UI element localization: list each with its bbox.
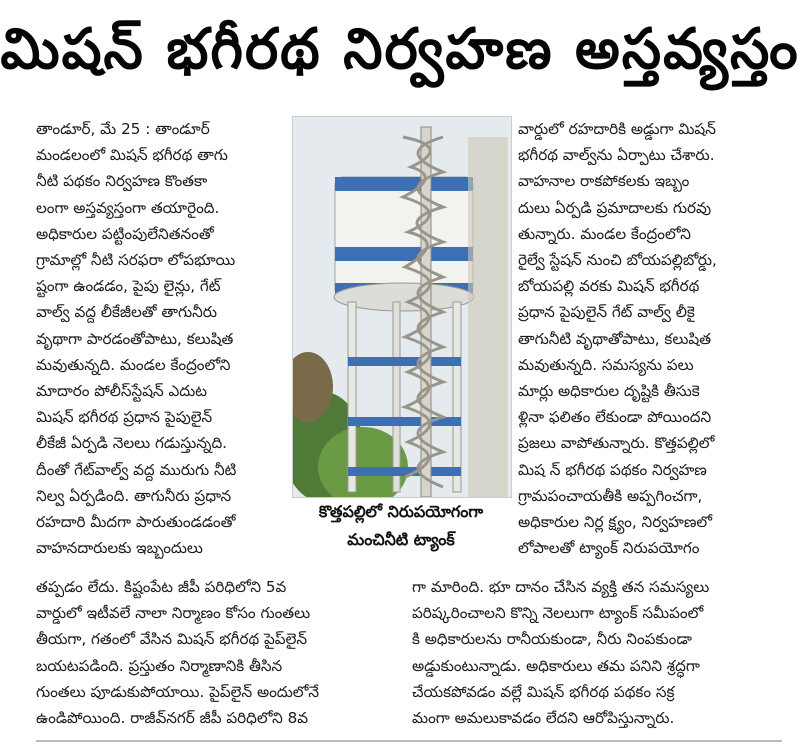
article-line: మిష న్ భగీరథ పథకం నిర్వహణ <box>518 460 707 479</box>
water-tank-illustration <box>293 117 511 497</box>
article-line: అడ్డుకుంటున్నాడు. అధికారులు తమ పనిని శ్రద్ధగా <box>412 656 700 675</box>
article-line: వార్డులో ఇటీవలే నాలా నిర్మాణం కోసం గుంతలు <box>36 604 311 623</box>
article-line: లంగా అస్తవ్యస్తంగా తయారైంది. <box>36 198 220 217</box>
article-line: ళ్లినా ఫలితం లేకుండా పోయిందని <box>518 408 712 427</box>
article-line: గుంతలు పూడుకుపోయాయి. పైప్‌లైన్ అందులోనే <box>36 682 320 701</box>
article-line: పరిష్కరించాలని కొన్ని నెలలుగా ట్యాంక్ సమీపంలో <box>412 604 704 623</box>
article-line: మాదారం పోలీస్‌స్టేషన్ ఎదుట <box>36 382 208 401</box>
caption-line: కొత్తపల్లిలో నిరుపయోగంగా <box>318 502 484 521</box>
article-line: తున్నారు. మండల కేంద్రంలోని <box>518 224 691 243</box>
headline-banner <box>0 0 800 112</box>
article-line: నిల్వ ఏర్పడింది. తాగునీరు ప్రధాన <box>36 486 232 505</box>
page-divider <box>36 740 782 742</box>
article-line: బయటపడింది. ప్రస్తుతం నిర్మాణానికి తీసిన <box>36 656 283 675</box>
article-line: భగీరథ వాల్వ్‌ను ఏర్పాటు చేశారు. <box>518 146 715 165</box>
article-line: తప్పడం లేదు. కిష్టంపేట జీపీ పరిధిలోని 5వ <box>36 578 287 596</box>
article-line: తీయగా, గతంలో వేసిన మిషన్ భగీరథ పైప్‌లైన్ <box>36 630 308 649</box>
article-line: వార్డులో రహదారికి అడ్డుగా మిషన్ <box>518 120 716 138</box>
article-line: చేయకపోవడం వల్లే మిషన్ భగీరథ పథకం సక్ర <box>412 682 675 701</box>
article-line: తాండూర్, మే 25 : తాండూర్ <box>36 120 210 138</box>
article-line: అధికారుల నిర్ల క్ష్యం, నిర్వహణలో <box>518 513 713 532</box>
article-line: తాగునీటి వృథాతోపాటు, కలుషిత <box>518 329 712 348</box>
article-line: నీటి పథకం నిర్వహణ కొంతకా <box>36 172 208 191</box>
article-line: మంగా అమలుకావడం లేదని ఆరోపిస్తున్నారు. <box>412 709 675 728</box>
article-line: గ్రామపంచాయతీకి అప్పగించగా, <box>518 486 703 505</box>
article-line: కి అధికారులను రానీయకుండా, నీరు నింపకుండా <box>412 630 692 649</box>
headline: మిషన్ భగీరథ నిర్వహణ అస్తవ్యస్తం <box>0 16 800 82</box>
article-line: ప్రజలు వాపోతున్నారు. కొత్తపల్లిలో <box>518 434 715 453</box>
article-line: మండలంలో మిషన్ భగీరథ తాగు <box>36 146 228 165</box>
article-line: ఉండిపోయింది. రాజీవ్‌నగర్ జీపీ పరిధిలోని 8వ <box>36 709 309 728</box>
photo-caption <box>292 498 510 558</box>
article-right-column <box>518 116 780 561</box>
article-left-column <box>36 116 286 561</box>
article-line: వాహనాల రాకపోకలకు ఇబ్బం <box>518 172 690 191</box>
article-line: ప్రధాన పైపులైన్ గేట్ వాల్వ్ లీకై <box>518 303 695 322</box>
article-line: లోపాలతో ట్యాంక్ నిరుపయోగం <box>518 539 700 558</box>
article-line: మిషన్ భగీరథ ప్రధాన పైపులైన్ <box>36 408 213 427</box>
article-line: గా మారింది. భూ దానం చేసిన వ్యక్తి తన సమస్యలు <box>412 578 710 596</box>
article-line: లీకేజీ ఏర్పడి నెలలు గడుస్తున్నది. <box>36 434 227 453</box>
article-line: మవుతున్నది. సమస్యను పలు <box>518 355 694 374</box>
article-line: అధికారుల పట్టింపులేనితనంతో <box>36 224 214 243</box>
article-bottom-right <box>412 574 782 731</box>
caption-line: మంచినీటి ట్యాంక్ <box>347 530 455 549</box>
article-line: రహదారి మీదగా పారుతుండడంతో <box>36 513 236 532</box>
article-line: మార్లు అధికారుల దృష్టికి తీసుకె <box>518 382 700 401</box>
article-line: వాల్వ్ వద్ద లీకేజీలతో తాగునీరు <box>36 303 218 322</box>
article-line: మవుతున్నది. మండల కేంద్రంలోని <box>36 355 231 374</box>
article-line: వాహనదారులకు ఇబ్బందులు <box>36 539 203 558</box>
article-line: బోయపల్లి వరకు మిషన్ భగీరథ <box>518 277 700 296</box>
article-line: ష్టంగా ఉండడం, పైపు లైన్లు, గేట్ <box>36 277 221 296</box>
article-bottom-left <box>36 574 396 731</box>
article-line: దులు ఏర్పడి ప్రమాదాలకు గురవు <box>518 198 712 217</box>
article-line: రైల్వే స్టేషన్ నుంచి బోయపల్లిబోర్డు, <box>518 251 717 270</box>
article-line: దీంతో గేట్‌వాల్వ్ వద్ద మురుగు నీటి <box>36 460 237 479</box>
article-line: గ్రామాల్లో నీటి సరఫరా లోపభూయి <box>36 251 236 270</box>
article-line: వృథాగా పారడంతోపాటు, కలుషిత <box>36 329 234 348</box>
water-tank-photo <box>292 116 512 498</box>
